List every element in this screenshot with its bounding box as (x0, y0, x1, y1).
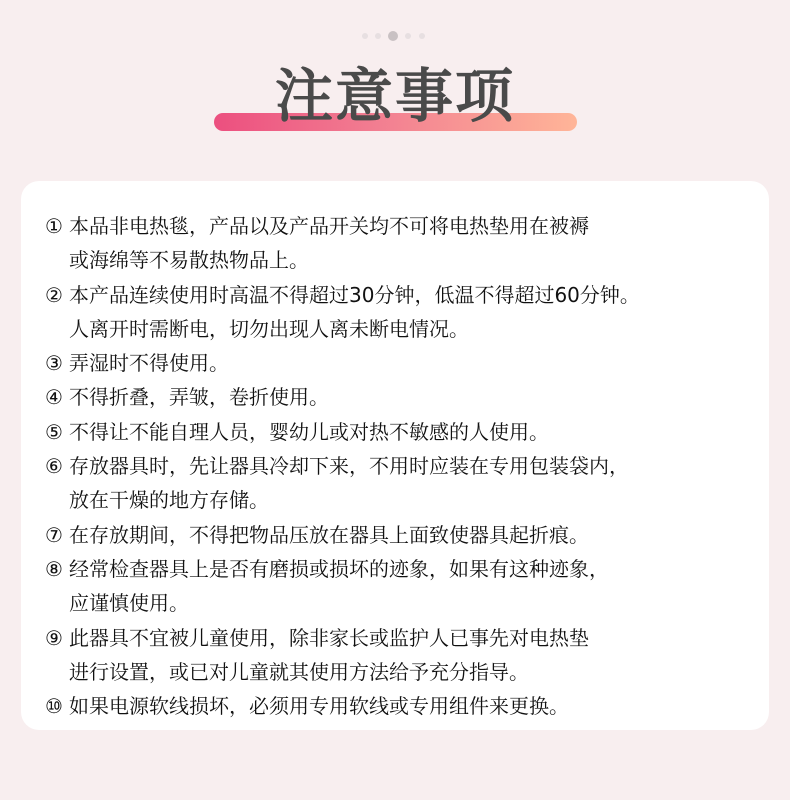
page-dot[interactable] (405, 33, 411, 39)
note-text: 进行设置，或已对儿童就其使用方法给予充分指导。 (69, 659, 529, 684)
note-item (45, 518, 760, 552)
note-item (45, 346, 760, 380)
note-item (45, 621, 760, 690)
note-text: 本品非电热毯，产品以及产品开关均不可将电热垫用在被褥 (69, 214, 589, 238)
note-item (45, 415, 760, 449)
note-item (45, 689, 760, 723)
notes-card (21, 181, 769, 730)
note-number: ⑧ (45, 556, 63, 581)
title-section (0, 60, 790, 135)
note-text: 人离开时需断电，切勿出现人离未断电情况。 (69, 316, 469, 341)
note-text: 如果电源软线损坏，必须用专用软线或专用组件来更换。 (69, 694, 569, 719)
note-number: ③ (45, 351, 63, 376)
note-item (45, 278, 760, 347)
note-text: 在存放期间，不得把物品压放在器具上面致使器具起折痕。 (69, 522, 589, 547)
note-number: ⑦ (45, 522, 63, 547)
note-number: ② (45, 282, 63, 307)
notes-list (45, 209, 760, 723)
note-text: 放在干燥的地方存储。 (69, 488, 269, 513)
note-number: ⑤ (45, 419, 63, 444)
note-text: 应谨慎使用。 (69, 591, 189, 616)
page-dot[interactable] (375, 33, 381, 39)
note-text: 经常检查器具上是否有磨损或损坏的迹象，如果有这种迹象， (69, 556, 609, 581)
note-number: ⑩ (45, 694, 63, 719)
note-item (45, 552, 760, 621)
note-text: 存放器具时，先让器具冷却下来，不用时应装在专用包装袋内， (69, 454, 629, 479)
note-number: ⑥ (45, 454, 63, 479)
page-title: 注意事项 (274, 62, 515, 130)
page-dot-active[interactable] (388, 31, 398, 41)
note-text: 本产品连续使用时高温不得超过30分钟，低温不得超过60分钟。 (69, 282, 640, 307)
note-number: ⑨ (45, 625, 63, 650)
page-dot[interactable] (362, 33, 368, 39)
page-dot[interactable] (419, 33, 425, 39)
note-item (45, 449, 760, 518)
note-text: 此器具不宜被儿童使用，除非家长或监护人已事先对电热垫 (69, 625, 589, 650)
note-item (45, 209, 760, 278)
page-indicator (0, 31, 790, 41)
note-item (45, 380, 760, 414)
note-number: ④ (45, 385, 63, 410)
note-number: ① (45, 214, 63, 238)
note-text: 不得折叠，弄皱，卷折使用。 (69, 385, 329, 410)
note-text: 不得让不能自理人员，婴幼儿或对热不敏感的人使用。 (69, 419, 549, 444)
note-text: 或海绵等不易散热物品上。 (69, 248, 309, 273)
note-text: 弄湿时不得使用。 (69, 351, 229, 376)
